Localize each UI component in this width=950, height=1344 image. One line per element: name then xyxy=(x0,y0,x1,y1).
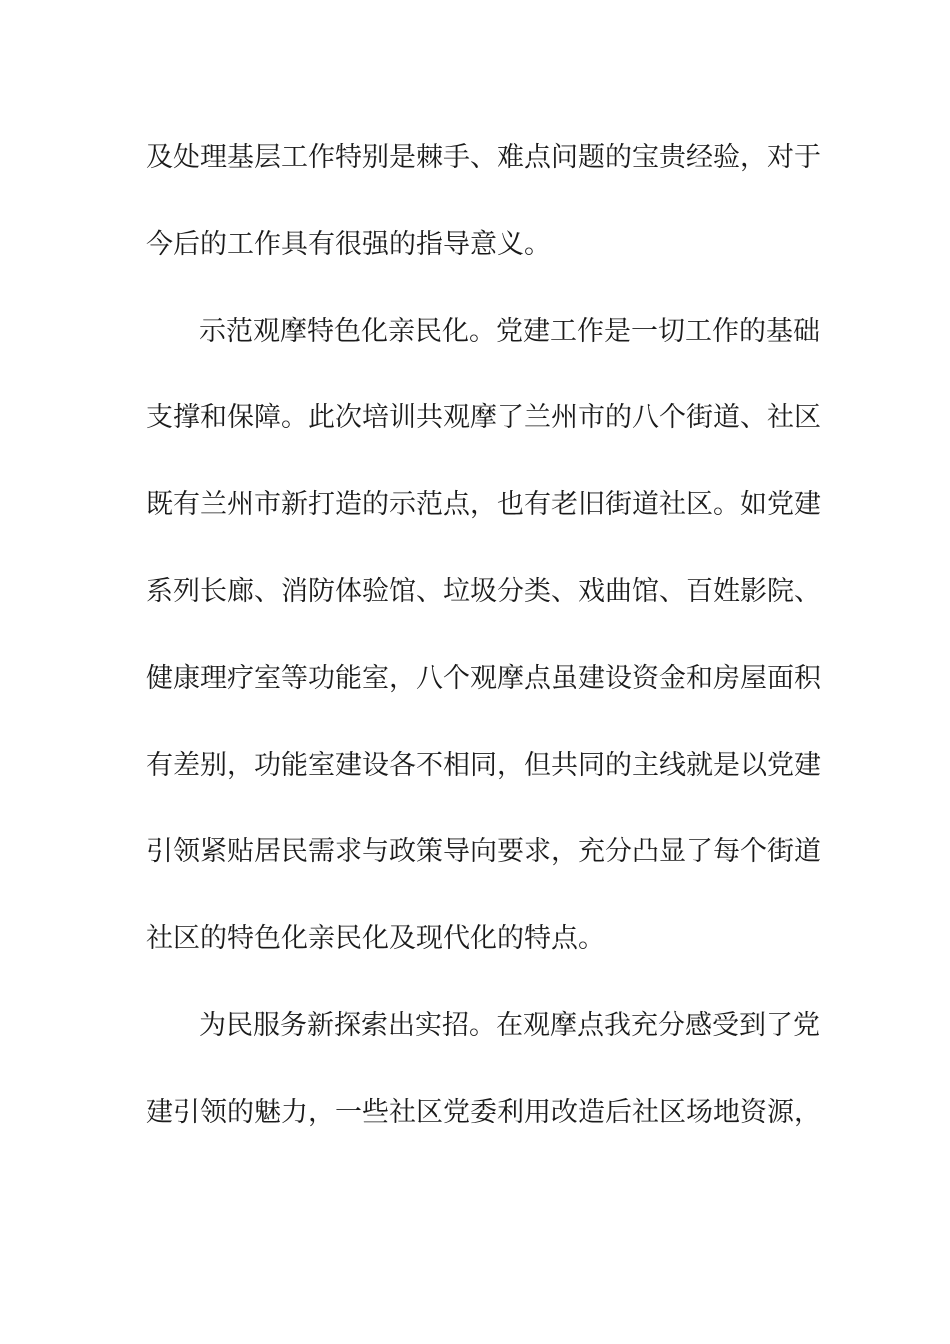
paragraph-line: 及处理基层工作特别是棘手、难点问题的宝贵经验，对于 xyxy=(146,142,821,173)
paragraph-line: 社区的特色化亲民化及现代化的特点。 xyxy=(146,923,605,954)
paragraph-line: 支撑和保障。此次培训共观摩了兰州市的八个街道、社区 xyxy=(146,402,821,433)
paragraph-line: 建引领的魅力，一些社区党委利用改造后社区场地资源， xyxy=(146,1097,821,1128)
paragraph-line: 系列长廊、消防体验馆、垃圾分类、戏曲馆、百姓影院、 xyxy=(146,576,821,607)
paragraph-line: 既有兰州市新打造的示范点，也有老旧街道社区。如党建 xyxy=(146,489,821,520)
paragraph-first-line: 为民服务新探索出实招。在观摩点我充分感受到了党 xyxy=(199,1010,820,1041)
paragraph-line: 引领紧贴居民需求与政策导向要求，充分凸显了每个街道 xyxy=(146,836,821,867)
paragraph-line: 健康理疗室等功能室，八个观摩点虽建设资金和房屋面积 xyxy=(146,663,821,694)
paragraph-line: 有差别，功能室建设各不相同，但共同的主线就是以党建 xyxy=(146,750,821,781)
paragraph-line: 今后的工作具有很强的指导意义。 xyxy=(146,229,551,260)
paragraph-first-line: 示范观摩特色化亲民化。党建工作是一切工作的基础 xyxy=(199,316,820,347)
